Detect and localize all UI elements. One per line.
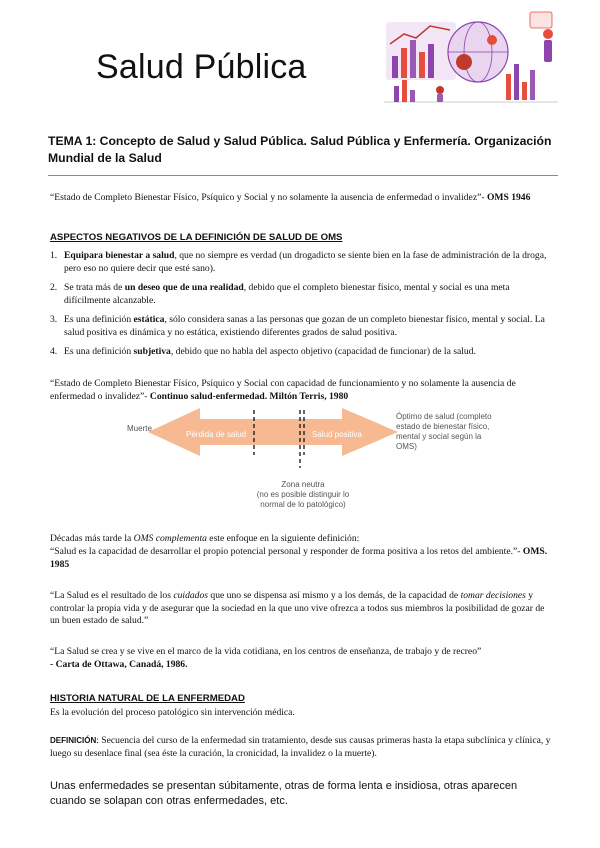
closing-paragraph: Unas enfermedades se presentan súbitamente, otras de forma lenta e insidiosa, otras aparecen cuando se solapan con otras enfermedades, etc. xyxy=(50,780,518,807)
quote-text: “Estado de Completo Bienestar Físico, Psíquico y Social con capacidad de funcionamiento y no solamente la ausencia de enfermedad o invalidez”- xyxy=(50,378,516,402)
item-bold: estática xyxy=(133,314,165,325)
diagram-zone-label xyxy=(248,480,358,510)
section-heading-negativos: ASPECTOS NEGATIVOS DE LA DEFINICIÓN DE SALUD DE OMS xyxy=(50,232,343,243)
quote-text: “La Salud se crea y se vive en el marco de la vida cotidiana, en los centros de enseñanza, de trabajo y de recreo” xyxy=(50,646,482,657)
illus-bar xyxy=(401,48,407,78)
text-italic: OMS complementa xyxy=(133,533,207,544)
label-line: mental y social según la xyxy=(396,432,482,441)
item-bold: subjetiva xyxy=(133,346,171,357)
item-text: , que no siempre es verdad (un drogadicto se siente bien en la fase de administración de la droga, pero eso no quiere decir que esté sano). xyxy=(64,250,547,274)
virus-icon xyxy=(487,35,497,45)
illus-bar xyxy=(428,44,434,78)
list-item xyxy=(50,250,550,275)
historia-text: Es la evolución del proceso patológico sin intervención médica. xyxy=(50,707,295,718)
diagram-left-label: Muerte xyxy=(127,424,152,433)
quote-text: “Salud es la capacidad de desarrollar el propio potencial personal y responder de forma positiva a los retos del ambiente.”- xyxy=(50,546,523,557)
illus-bar xyxy=(392,56,398,78)
illus-bar xyxy=(514,64,519,100)
list-item xyxy=(50,314,550,339)
person-body xyxy=(544,40,552,62)
text-italic: cuidados xyxy=(173,590,209,601)
quote-ottawa xyxy=(50,646,556,671)
list-item xyxy=(50,346,550,359)
illus-bar xyxy=(522,82,527,100)
item-text: Es una definición xyxy=(64,346,134,357)
doc-icon xyxy=(530,12,552,28)
list-number: 1. xyxy=(50,250,58,261)
illus-bar xyxy=(402,80,407,102)
diagram-left-arrow-label: Pérdida de salud xyxy=(186,430,247,439)
item-bold: un deseo que de una realidad xyxy=(124,282,244,293)
illus-bar xyxy=(410,40,416,78)
list-number: 2. xyxy=(50,282,58,293)
person-icon xyxy=(543,29,553,39)
quote-source: Continuo salud-enfermedad. Miltón Terris, 1980 xyxy=(149,390,349,402)
quote-cuidados xyxy=(50,590,556,628)
item-text: , debido que el completo bienestar físico, mental y social es una meta difícilmente alcanzable. xyxy=(64,282,510,306)
quote-terris xyxy=(50,378,556,403)
definition-label: DEFINICIÓN xyxy=(50,736,97,745)
label-line: normal de lo patológico) xyxy=(260,500,346,509)
definition-text: : Secuencia del curso de la enfermedad sin tratamiento, desde sus causas primeras hasta la etapa subclínica y clínica, y luego su desenlace final (sea éste la curación, la cronicidad, la invalidez o la muerte). xyxy=(50,735,551,759)
illus-bar xyxy=(394,86,399,102)
decadas-intro xyxy=(50,533,556,546)
person-body xyxy=(437,94,443,102)
list-number: 3. xyxy=(50,314,58,325)
quote-oms-1985 xyxy=(50,546,556,571)
text-italic: tomar decisiones xyxy=(460,590,526,601)
historia-definicion xyxy=(50,735,556,760)
item-text: , debido que no habla del aspecto objetivo (capacidad de funcionar) de la salud. xyxy=(170,346,476,357)
negativos-list xyxy=(50,250,550,359)
diagram-right-arrow-label: Salud positiva xyxy=(312,430,362,439)
text: Décadas más tarde la xyxy=(50,533,134,544)
label-line: OMS) xyxy=(396,442,417,451)
illus-bar xyxy=(410,90,415,102)
label-line: Zona neutra xyxy=(281,480,325,489)
label-line: Óptimo de salud (completo xyxy=(396,412,492,421)
illus-bar xyxy=(506,74,511,100)
illus-bar xyxy=(419,52,425,78)
label-line: (no es posible distinguir lo xyxy=(256,490,350,499)
list-number: 4. xyxy=(50,346,58,357)
header-illustration xyxy=(380,4,562,116)
quote-source: OMS. 1985 xyxy=(50,546,548,570)
tema-heading: TEMA 1: Concepto de Salud y Salud Pública. Salud Pública y Enfermería. Organización Mundial de la Salud xyxy=(48,134,552,165)
label-line: estado de bienestar físico, xyxy=(396,422,490,431)
section-heading-historia: HISTORIA NATURAL DE LA ENFERMEDAD xyxy=(50,693,245,704)
item-text: Es una definición xyxy=(64,314,134,325)
page-title: Salud Pública xyxy=(96,48,307,86)
text: este enfoque en la siguiente definición: xyxy=(206,533,360,544)
quote-oms-1946 xyxy=(50,192,556,205)
list-item xyxy=(50,282,550,307)
quote-source: OMS 1946 xyxy=(486,192,531,203)
item-text: , sólo considera sanas a las personas que gozan de un completo bienestar físico, mental y social. La salud positiva es dinámica y no estática, existiendo diferentes grados de salud positiva. xyxy=(64,314,545,338)
text: que uno se dispensa así mismo y a los demás, de la capacidad de xyxy=(208,590,461,601)
quote-text: “Estado de Completo Bienestar Físico, Psíquico y Social y no solamente la ausencia de enfermedad o invalidez”- xyxy=(50,192,485,203)
text: y controlar la propia vida y de asegurar que la sociedad en la que uno vive ofrezca a todos sus miembros la posibilidad de gozar de un buen estado de salud.” xyxy=(50,590,545,626)
text: “La Salud es el resultado de los xyxy=(50,590,174,601)
quote-source: - Carta de Ottawa, Canadá, 1986. xyxy=(50,658,188,670)
divider xyxy=(48,175,558,176)
diagram-right-label xyxy=(396,412,526,452)
illus-bar xyxy=(530,70,535,100)
item-bold: Equipara bienestar a salud xyxy=(64,250,175,261)
person-icon xyxy=(436,86,444,94)
virus-icon xyxy=(456,54,472,70)
item-text: Se trata más de xyxy=(64,282,125,293)
